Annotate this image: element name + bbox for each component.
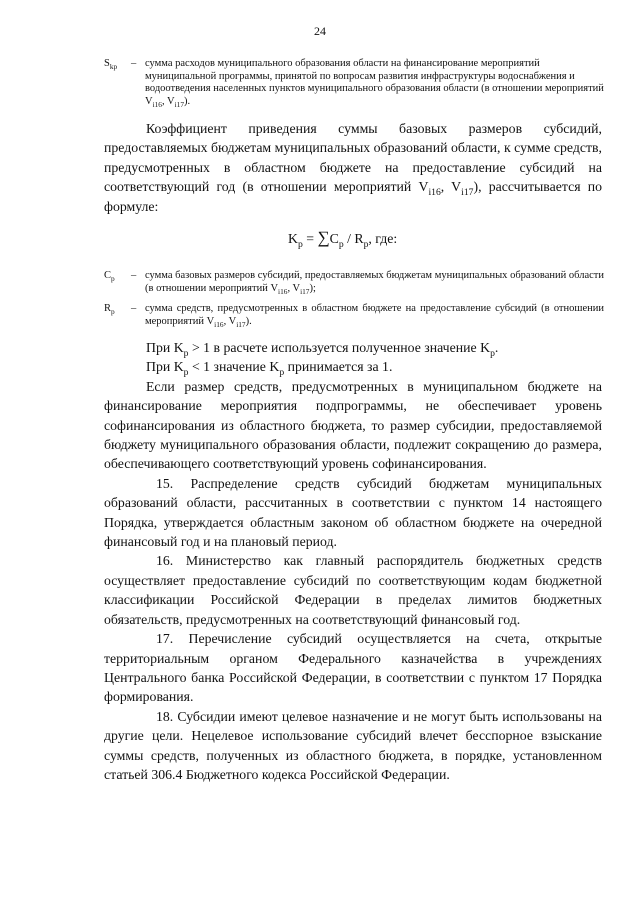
paragraph-16: 16. Министерство как главный распорядитель бюджетных средств осуществляет предоставление субсидий по соответствующим кодам бюджетной классификации Российской Федерации в пределах лимитов бюджетных обязательств, предусмотренных на соответствующий финансовый год. (104, 553, 602, 627)
definition-skr (104, 58, 604, 112)
main-text (104, 338, 602, 784)
paragraph-kp-greater: При $K_p > 1$ в расчете используется полученное значение $K_p$. (146, 340, 499, 359)
page-number: 24 (314, 24, 326, 38)
sum-symbol: ∑ (317, 228, 330, 247)
coefficient-paragraph: Коэффициент приведения суммы базовых размеров субсидий, предоставляемых бюджетам муниципальных образований области, к сумме средств, предусмотренных в областном бюджете на предоставление субсидий на соответствующий год (в отношении мероприятий $V_{i16}$, $V_{i17}$), рассчитывается по формуле: (104, 121, 603, 214)
definitions-cp-rp (104, 270, 604, 332)
paragraph-18: 18. Субсидии имеют целевое назначение и не могут быть использованы на другие цели. Нецелевое использование субсидий влечет бесспорное взыскание суммы средств, полученных из областного бюджета, в порядке, установленном статьей 306.4 Бюджетного кодекса Российской Федерации. (104, 708, 602, 782)
definition-symbol: $R_p$ (104, 303, 115, 317)
definition-rp (104, 303, 604, 328)
definition-symbol: $C_p$ (104, 270, 115, 284)
formula: $K_p = \sum C_p / R_p$, где: (288, 228, 398, 250)
paragraph-kp-less: При $K_p < 1$ значение $K_p$ принимается за 1. (146, 359, 393, 379)
definition-text: сумма расходов муниципального образования области на финансирование мероприятий муниципальной программы, принятой по вопросам развития инфраструктуры водоснабжения и водоотведения населенных пунктов муниципального образования области (в отношении мероприятий $V_{i16}$, $V_{i17}$). (145, 58, 604, 109)
definition-symbol: $S_{kp}$ (104, 58, 118, 72)
definition-text: сумма базовых размеров субсидий, предоставляемых бюджетам муниципальных образований области (в отношении мероприятий $V_{i16}$, $V_{i17}$); (145, 270, 604, 296)
definition-dash: – (131, 270, 137, 281)
paragraph-cofinancing: Если размер средств, предусмотренных в муниципальном бюджете на финансирование мероприятия подпрограммы, не обеспечивает уровень софинансирования из областного бюджета, то размер субсидии, предоставляемой бюджету муниципального образования области, подлежит сокращению до размера, обеспечивающего соответствующий уровень софинансирования. (104, 378, 602, 472)
definition-text: сумма средств, предусмотренных в областном бюджете на предоставление субсидий (в отношении мероприятий $V_{i16}$, $V_{i17}$). (145, 303, 604, 329)
definition-dash: – (131, 58, 137, 69)
paragraph-17: 17. Перечисление субсидий осуществляется на счета, открытые территориальным органом Федерального казначейства в учреждениях Центрального банка Российской Федерации, в соответствии с пунктом 17 Порядка формирования. (104, 631, 602, 705)
definition-cp (104, 270, 604, 295)
definition-dash: – (131, 303, 137, 314)
paragraph-15: 15. Распределение средств субсидий бюджетам муниципальных образований области, рассчитанных в соответствии с пунктом 14 настоящего Порядка, утверждается областным законом об областном бюджете на очередной финансовый год и на плановый период. (104, 475, 602, 550)
